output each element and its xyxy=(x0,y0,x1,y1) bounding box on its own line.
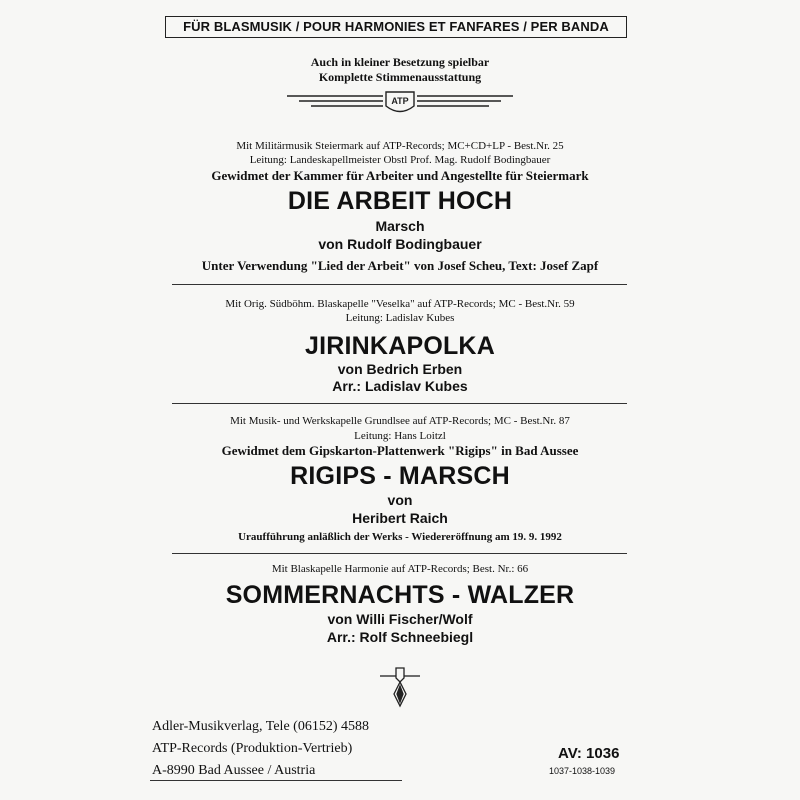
parts-note: Komplette Stimmenausstattung xyxy=(318,70,482,84)
divider-3 xyxy=(172,553,627,554)
piece1-dedication: Gewidmet der Kammer für Arbeiter und Angestellte für Steiermark xyxy=(211,168,589,183)
piece2-title: JIRINKAPOLKA xyxy=(305,332,495,360)
playable-note: Auch in kleiner Besetzung spielbar xyxy=(310,55,490,69)
footer-publisher: Adler-Musikverlag, Tele (06152) 4588 xyxy=(152,719,369,734)
piece1-note: Unter Verwendung "Lied der Arbeit" von Josef Scheu, Text: Josef Zapf xyxy=(201,258,599,273)
footer-address: A-8990 Bad Aussee / Austria xyxy=(152,763,316,778)
divider-2 xyxy=(172,403,627,404)
piece1-subtitle: Marsch xyxy=(375,218,425,234)
piece1-conductor: Leitung: Landeskapellmeister Obstl Prof. Mag. Rudolf Bodingbauer xyxy=(249,154,551,166)
divider-1 xyxy=(172,284,627,285)
piece2-recording: Mit Orig. Südböhm. Blaskapelle "Veselka" auf ATP-Records; MC - Best.Nr. 59 xyxy=(225,298,575,310)
atp-logo-text: ATP xyxy=(391,96,409,106)
piece4-title: SOMMERNACHTS - WALZER xyxy=(225,581,575,609)
emblem-icon xyxy=(378,664,422,708)
header-banner: FÜR BLASMUSIK / POUR HARMONIES ET FANFARES / PER BANDA xyxy=(165,16,627,38)
piece1-title: DIE ARBEIT HOCH xyxy=(287,187,513,215)
piece1-composer: von Rudolf Bodingbauer xyxy=(318,236,482,252)
piece4-arranger: Arr.: Rolf Schneebiegl xyxy=(326,629,474,645)
footer-underline xyxy=(150,780,402,781)
av-number: AV: 1036 xyxy=(558,745,620,762)
atp-logo xyxy=(285,90,515,118)
piece3-conductor: Leitung: Hans Loitzl xyxy=(354,430,446,442)
piece3-von: von xyxy=(387,492,413,508)
piece4-recording: Mit Blaskapelle Harmonie auf ATP-Records; Best. Nr.: 66 xyxy=(271,563,529,575)
piece3-dedication: Gewidmet dem Gipskarton-Plattenwerk "Rigips" in Bad Aussee xyxy=(221,443,579,458)
piece2-arranger: Arr.: Ladislav Kubes xyxy=(332,378,468,394)
piece3-note: Uraufführung anläßlich der Werks - Wiedereröffnung am 19. 9. 1992 xyxy=(238,531,562,543)
footer-records: ATP-Records (Produktion-Vertrieb) xyxy=(152,741,353,756)
piece3-title: RIGIPS - MARSCH xyxy=(290,462,510,490)
piece2-composer: von Bedrich Erben xyxy=(337,361,463,377)
piece2-conductor: Leitung: Ladislav Kubes xyxy=(345,312,455,324)
piece3-recording: Mit Musik- und Werkskapelle Grundlsee auf ATP-Records; MC - Best.Nr. 87 xyxy=(230,415,570,427)
piece3-composer: Heribert Raich xyxy=(352,510,448,526)
catalog-numbers: 1037-1038-1039 xyxy=(549,766,616,776)
piece4-composer: von Willi Fischer/Wolf xyxy=(327,611,473,627)
piece1-recording: Mit Militärmusik Steiermark auf ATP-Records; MC+CD+LP - Best.Nr. 25 xyxy=(236,140,564,152)
